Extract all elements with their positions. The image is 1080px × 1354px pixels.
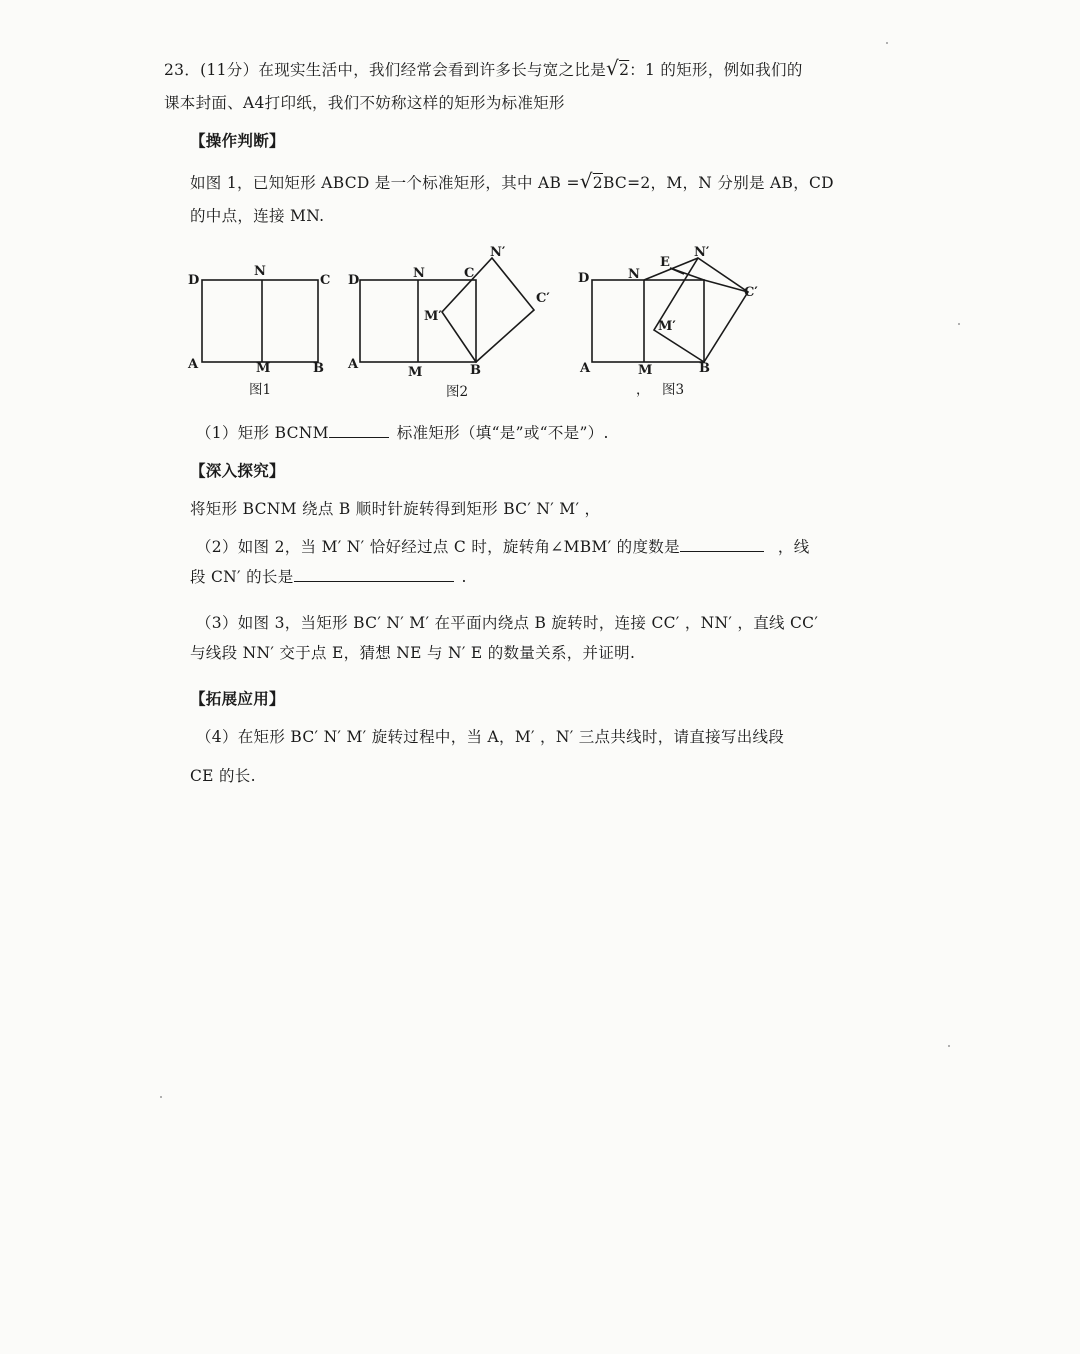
scan-speck [886,42,888,44]
answer-blank-length[interactable] [294,566,454,582]
scan-speck [958,323,960,325]
fig3-rectangle-abcd [592,280,704,362]
scan-speck [948,1045,950,1047]
label-a: A [188,357,199,372]
answer-blank-1[interactable] [329,422,389,438]
fig3-mark [670,268,684,274]
label-n-prime: N′ [490,245,506,260]
rotation-statement: 将矩形 BCNM 绕点 B 顺时针旋转得到矩形 BC′ N′ M′ ， [190,500,601,518]
question-4-line-1: （4）在矩形 BC′ N′ M′ 旋转过程中，当 A，M′ ，N′ 三点共线时，请直接写出线段 [196,728,785,746]
label-c: C [320,273,331,288]
label-m: M [408,365,423,380]
question-2-line-2: 段 CN′ 的长是 . [190,568,467,586]
label-c-prime: C′ [744,285,758,300]
label-d: D [578,271,590,286]
label-b: B [470,363,481,378]
label-m-prime: M′ [424,309,442,324]
figure-3-caption: 图3 [662,382,685,398]
fig3-segment-ccp [704,280,748,292]
question-header [164,57,803,81]
fig3-rotated-rectangle [654,258,748,362]
label-m: M [638,363,653,378]
problem-statement-1: 如图 1，已知矩形 ABCD 是一个标准矩形，其中 AB =√2BC=2，M，N 分别是 AB，CD [190,169,834,193]
label-m-prime: M′ [658,319,676,334]
section-heading-application: 【拓展应用】 [190,689,285,708]
intro-text-1b: ：1 的矩形，例如我们的 [629,61,803,79]
label-a: A [348,357,359,372]
sqrt-symbol: √ [606,56,620,80]
label-b: B [699,361,710,376]
answer-blank-angle[interactable] [680,536,764,552]
section-heading-operation: 【操作判断】 [190,131,285,150]
label-m: M [256,361,271,376]
label-n: N [413,266,425,281]
question-number: 23． [164,61,201,79]
sqrt-radicand: 2 [619,61,630,79]
question-2-line-1: （2）如图 2，当 M′ N′ 恰好经过点 C 时，旋转角∠MBM′ 的度数是 ，线 [196,538,810,556]
question-points: (11分） [200,61,259,79]
intro-text-2: 课本封面、A4打印纸，我们不妨称这样的矩形为标准矩形 [164,94,565,112]
question-4-line-2: CE 的长. [190,767,256,785]
label-n: N [254,264,266,279]
section-heading-explore: 【深入探究】 [190,461,285,480]
label-a: A [580,361,591,376]
label-d: D [348,273,360,288]
caption-comma: ， [636,382,650,398]
sqrt-symbol: √ [579,169,593,193]
question-3-line-2: 与线段 NN′ 交于点 E，猜想 NE 与 N′ E 的数量关系，并证明. [190,644,636,662]
sqrt-radicand: 2 [592,174,603,192]
label-n-prime: N′ [694,245,710,260]
fig2-rotated-rectangle [442,258,534,362]
figure-1-caption: 图1 [249,382,272,398]
label-e: E [660,255,670,270]
scan-speck [160,1096,162,1098]
question-1: （1）矩形 BCNM 标准矩形（填“是”或“不是”）. [196,424,609,442]
label-c: C [464,266,475,281]
geometry-figures [0,240,1080,400]
label-b: B [313,361,324,376]
fig1-rectangle-abcd [202,280,318,362]
question-3-line-1: （3）如图 3，当矩形 BC′ N′ M′ 在平面内绕点 B 旋转时，连接 CC′ ，NN′ ，直线 CC′ [196,614,819,632]
label-n: N [628,267,640,282]
problem-statement-2: 的中点，连接 MN. [190,207,325,225]
figure-2-caption: 图2 [446,384,469,400]
label-d: D [188,273,200,288]
intro-text-1a: 在现实生活中，我们经常会看到许多长与宽之比是 [258,61,607,79]
label-c-prime: C′ [536,291,550,306]
